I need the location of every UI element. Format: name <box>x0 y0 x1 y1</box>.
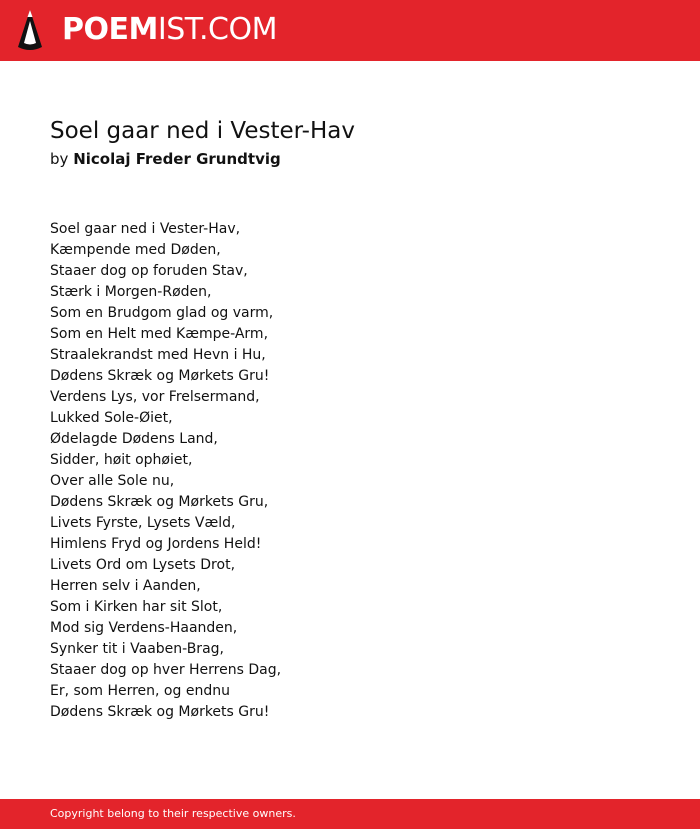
poem-line: Himlens Fryd og Jordens Held! <box>50 536 262 552</box>
copyright-text: Copyright belong to their respective owners. <box>50 807 296 820</box>
poem-line: Staaer dog op hver Herrens Dag, <box>50 662 282 678</box>
poem-line: Som i Kirken har sit Slot, <box>50 599 223 615</box>
poem-line: Kæmpende med Døden, <box>50 242 221 258</box>
poem-line: Livets Fyrste, Lysets Væld, <box>50 515 236 531</box>
site-footer <box>0 799 700 829</box>
poem-line: Soel gaar ned i Vester-Hav, <box>50 221 241 237</box>
poem-line: Mod sig Verdens-Haanden, <box>50 620 238 636</box>
poem-line: Ødelagde Dødens Land, <box>50 431 218 447</box>
poem-line: Herren selv i Aanden, <box>50 578 201 594</box>
site-logo[interactable] <box>62 13 277 47</box>
poem-line: Straalekrandst med Hevn i Hu, <box>50 347 266 363</box>
logo-light-text: IST.COM <box>157 12 277 47</box>
poem-line: Dødens Skræk og Mørkets Gru! <box>50 368 270 384</box>
poem-line: Dødens Skræk og Mørkets Gru, <box>50 494 269 510</box>
logo-bold-text: POEM <box>62 12 158 47</box>
poem-line: Sidder, høit ophøiet, <box>50 452 193 468</box>
poem-line: Lukked Sole-Øiet, <box>50 410 173 426</box>
poem-line: Som en Helt med Kæmpe-Arm, <box>50 326 269 342</box>
poem-body <box>50 219 281 723</box>
byline <box>50 149 281 169</box>
poem-line: Som en Brudgom glad og varm, <box>50 305 274 321</box>
poem-line: Verdens Lys, vor Frelsermand, <box>50 389 260 405</box>
poem-line: Stærk i Morgen-Røden, <box>50 284 212 300</box>
by-label: by <box>50 150 69 168</box>
poem-line: Staaer dog op foruden Stav, <box>50 263 248 279</box>
poem-line: Over alle Sole nu, <box>50 473 175 489</box>
poem-line: Livets Ord om Lysets Drot, <box>50 557 236 573</box>
poem-line: Dødens Skræk og Mørkets Gru! <box>50 704 270 720</box>
pencil-tip-icon[interactable] <box>17 9 43 51</box>
poem-line: Synker tit i Vaaben-Brag, <box>50 641 224 657</box>
site-header <box>0 0 700 61</box>
author-name[interactable]: Nicolaj Freder Grundtvig <box>73 150 281 168</box>
poem-line: Er, som Herren, og endnu <box>50 683 230 699</box>
poem-title: Soel gaar ned i Vester-Hav <box>50 118 355 144</box>
